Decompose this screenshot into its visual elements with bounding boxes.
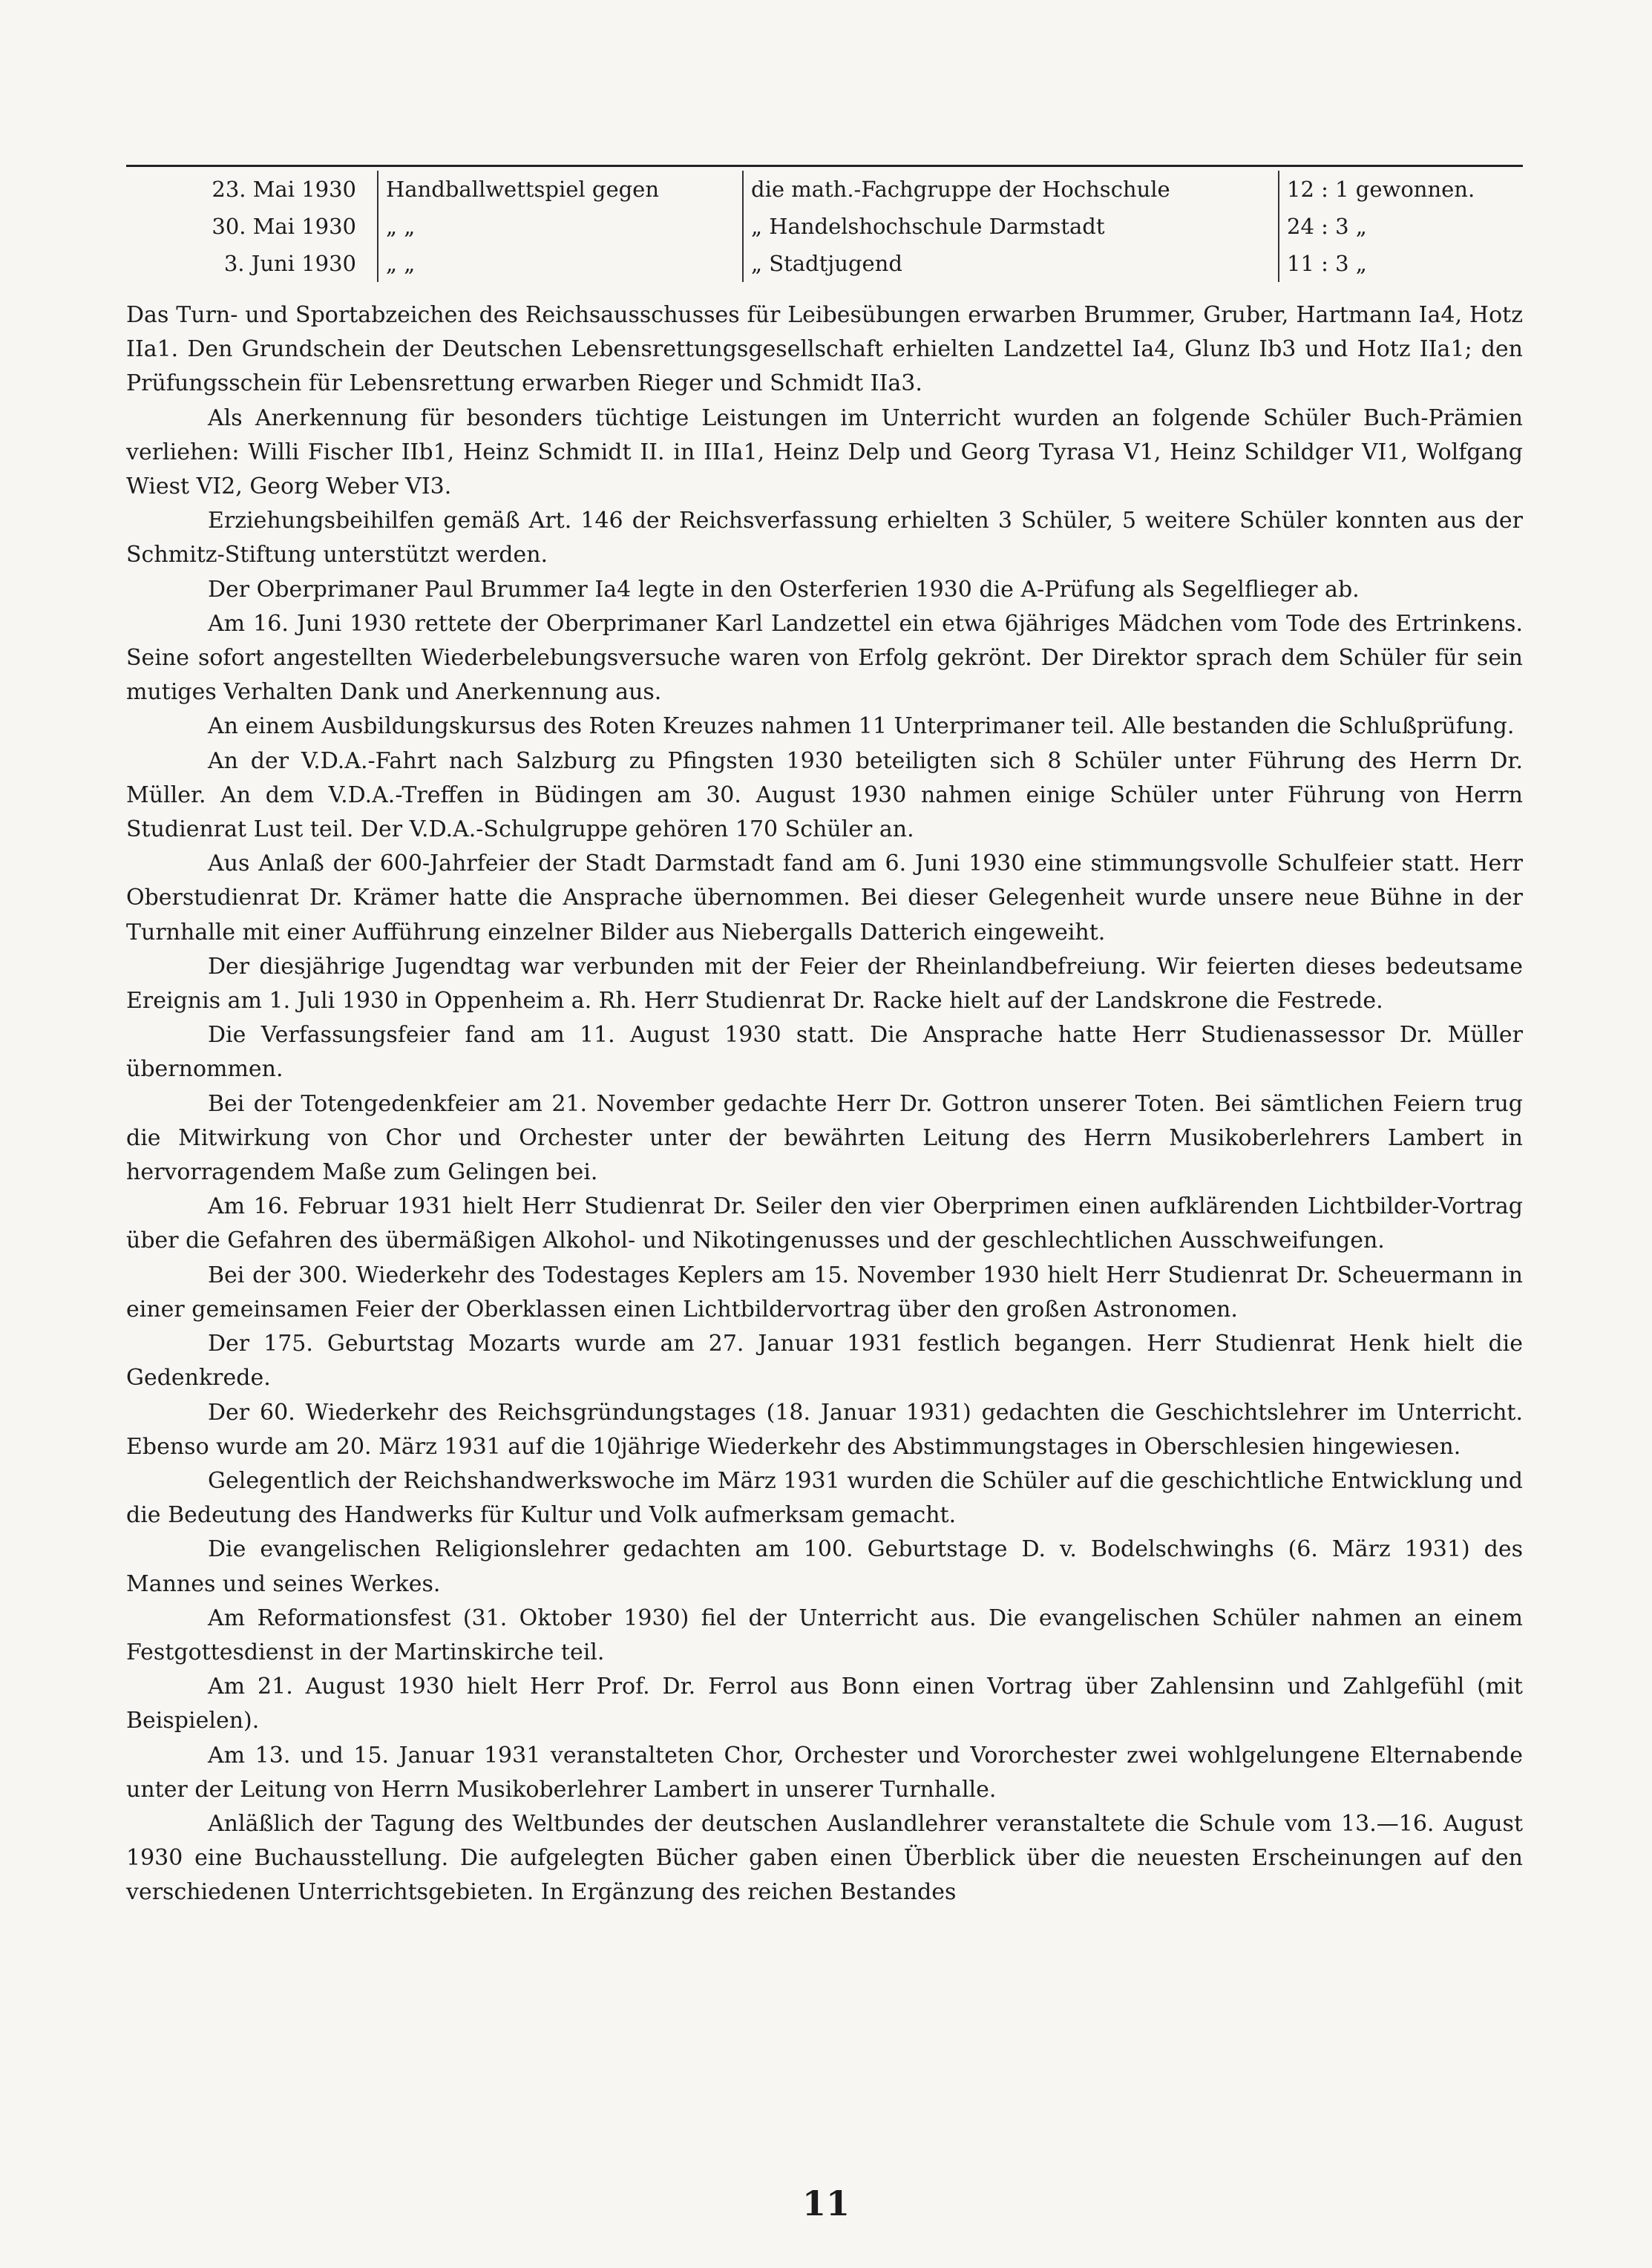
match-date: 23. Mai 1930 xyxy=(126,171,378,208)
paragraph-book-exhibition: Anläßlich der Tagung des Weltbundes der deutschen Auslandlehrer veranstaltete die Schule vom 13.—16. August 1930 eine Buchausstellung. Die aufgelegten Bücher gaben einen Überblick über die neuesten Erscheinungen auf den verschiedenen Unterrichtsgebieten. In Ergänzung des reichen Bestandes xyxy=(126,1810,1523,1906)
match-opponent: „ Handelshochschule Darmstadt xyxy=(743,208,1279,245)
paragraph-ferrol-lecture: Am 21. August 1930 hielt Herr Prof. Dr. Ferrol aus Bonn einen Vortrag über Zahlensinn und Zahlgefühl (mit Beispielen). xyxy=(126,1674,1523,1734)
match-opponent: die math.-Fachgruppe der Hochschule xyxy=(743,171,1279,208)
match-date: 3. Juni 1930 xyxy=(126,245,378,282)
paragraph-crafts-week: Gelegentlich der Reichshandwerkswoche im März 1931 wurden die Schüler auf die geschichtliche Entwicklung und die Bedeutung des Handwerks für Kultur und Volk aufmerksam gemacht. xyxy=(126,1467,1523,1529)
match-result: 24 : 3 „ xyxy=(1287,214,1367,239)
paragraph-sports-badges: Das Turn- und Sportabzeichen des Reichsausschusses für Leibesübungen erwarben Brummer, Gruber, Hartmann Ia4, Hotz IIa1. Den Grundschein der Deutschen Lebensrettungsgesellschaft erhielten Landzettel Ia4, Glunz Ib3 und Hotz IIa1; den Prüfungsschein für Lebensrettung erwarben Rieger und Schmidt IIa3. xyxy=(126,302,1523,397)
match-date: 30. Mai 1930 xyxy=(126,208,378,245)
paragraph-lecture-alcohol: Am 16. Februar 1931 hielt Herr Studienrat Dr. Seiler den vier Oberprimen einen aufklärenden Lichtbilder-Vortrag über die Gefahren des übermäßigen Alkohol- und Nikotingenusses und der geschlechtlichen Ausschweifungen. xyxy=(126,1193,1523,1254)
paragraph-vda-trip: An der V.D.A.-Fahrt nach Salzburg zu Pfingsten 1930 beteiligten sich 8 Schüler unter Führung des Herrn Dr. Müller. An dem V.D.A.-Treffen in Büdingen am 30. August 1930 nahmen einige Schüler unter Führung von Herrn Studienrat Lust teil. Der V.D.A.-Schulgruppe gehören 170 Schüler an. xyxy=(126,747,1523,843)
match-result: 12 : 1 gewonnen. xyxy=(1287,177,1475,202)
match-opponent: „ Stadtjugend xyxy=(743,245,1279,282)
paragraph-youth-day: Der diesjährige Jugendtag war verbunden mit der Feier der Rheinlandbefreiung. Wir feierten dieses bedeutsame Ereignis am 1. Juli 1930 in Oppenheim a. Rh. Herr Studienrat Dr. Racke hielt auf der Landskrone die Festrede. xyxy=(126,953,1523,1015)
paragraph-glider-exam: Der Oberprimaner Paul Brummer Ia4 legte in den Osterferien 1930 die A-Prüfung als Segelflieger ab. xyxy=(208,576,1360,603)
paragraph-reformation: Am Reformationsfest (31. Oktober 1930) fiel der Unterricht aus. Die evangelischen Schüler nahmen an einem Festgottesdienst in der Martinskirche teil. xyxy=(126,1605,1523,1665)
paragraph-rescue: Am 16. Juni 1930 rettete der Oberprimaner Karl Landzettel ein etwa 6jähriges Mädchen vom Tode des Ertrinkens. Seine sofort angestellten Wiederbelebungsversuche waren von Erfolg gekrönt. Der Direktor sprach dem Schüler für sein mutiges Verhalten Dank und Anerkennung aus. xyxy=(126,610,1523,706)
table-row xyxy=(126,208,1523,245)
paragraph-kepler: Bei der 300. Wiederkehr des Todestages Keplers am 15. November 1930 hielt Herr Studienrat Dr. Scheuermann in einer gemeinsamen Feier der Oberklassen einen Lichtbildervortrag über den großen Astronomen. xyxy=(126,1262,1523,1323)
paragraph-constitution-day: Die Verfassungsfeier fand am 11. August 1930 statt. Die Ansprache hatte Herr Studienassessor Dr. Müller übernommen. xyxy=(126,1022,1523,1083)
table-row xyxy=(126,245,1523,282)
match-event: „ „ xyxy=(378,208,743,245)
match-result: 11 : 3 „ xyxy=(1287,251,1367,276)
paragraph-parents-evenings: Am 13. und 15. Januar 1931 veranstalteten Chor, Orchester und Vororchester zwei wohlgelungene Elternabende unter der Leitung von Herrn Musikoberlehrer Lambert in unserer Turnhalle. xyxy=(126,1742,1523,1803)
handball-results-table xyxy=(126,171,1523,282)
match-event: Handballwettspiel gegen xyxy=(378,171,743,208)
table-top-rule xyxy=(126,165,1523,167)
paragraph-book-prizes: Als Anerkennung für besonders tüchtige Leistungen im Unterricht wurden an folgende Schüler Buch-Prämien verliehen: Willi Fischer IIb1, Heinz Schmidt II. in IIIa1, Heinz Delp und Georg Tyrasa V1, Heinz Schildger VI1, Wolfgang Wiest VI2, Georg Weber VI3. xyxy=(126,404,1523,500)
paragraph-bodelschwingh: Die evangelischen Religionslehrer gedachten am 100. Geburtstage D. v. Bodelschwinghs (6. März 1931) des Mannes und seines Werkes. xyxy=(126,1536,1523,1597)
paragraph-mozart: Der 175. Geburtstag Mozarts wurde am 27. Januar 1931 festlich begangen. Herr Studienrat Henk hielt die Gedenkrede. xyxy=(126,1331,1523,1392)
paragraph-education-grants: Erziehungsbeihilfen gemäß Art. 146 der Reichsverfassung erhielten 3 Schüler, 5 weitere Schüler konnten aus der Schmitz-Stiftung unterstützt werden. xyxy=(126,508,1523,568)
page-number: 11 xyxy=(802,2183,850,2223)
match-event: „ „ xyxy=(378,245,743,282)
paragraph-reich-founding: Der 60. Wiederkehr des Reichsgründungstages (18. Januar 1931) gedachten die Geschichtslehrer im Unterricht. Ebenso wurde am 20. März 1931 auf die 10jährige Wiederkehr des Abstimmungstages in Oberschlesien hingewiesen. xyxy=(126,1399,1523,1460)
body-text xyxy=(126,298,1523,1910)
paragraph-memorial: Bei der Totengedenkfeier am 21. November gedachte Herr Dr. Gottron unserer Toten. Bei sämtlichen Feiern trug die Mitwirkung von Chor und Orchester unter der bewährten Leitung des Herrn Musikoberlehrers Lambert in hervorragendem Maße zum Gelingen bei. xyxy=(126,1090,1523,1186)
paragraph-red-cross: An einem Ausbildungskursus des Roten Kreuzes nahmen 11 Unterprimaner teil. Alle bestanden die Schlußprüfung. xyxy=(208,713,1515,740)
paragraph-600-year-celebration: Aus Anlaß der 600-Jahrfeier der Stadt Darmstadt fand am 6. Juni 1930 eine stimmungsvolle Schulfeier statt. Herr Oberstudienrat Dr. Krämer hatte die Ansprache übernommen. Bei dieser Gelegenheit wurde unsere neue Bühne in der Turnhalle mit einer Aufführung einzelner Bilder aus Niebergalls Datterich eingeweiht. xyxy=(126,850,1523,945)
table-row xyxy=(126,171,1523,208)
